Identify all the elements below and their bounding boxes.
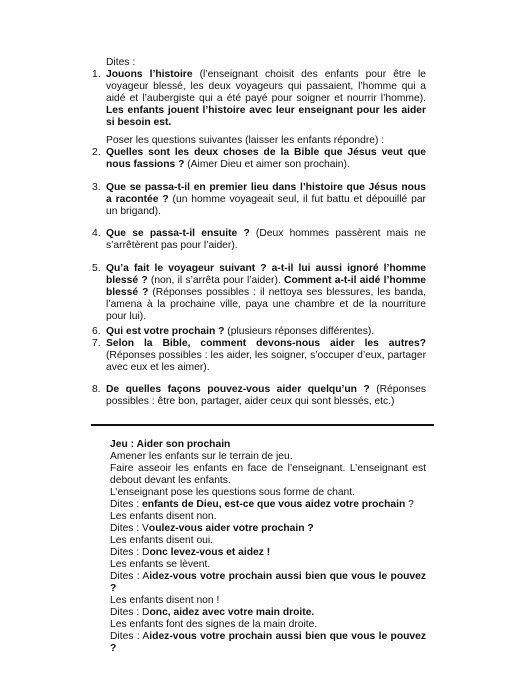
question-number: 6.: [92, 326, 101, 337]
question-body: [106, 326, 426, 338]
question-answer: (un homme voyageait seul, il fut battu et dépouillé par un brigand).: [106, 194, 426, 217]
question-answer: (Réponses possibles : les aider, les soigner, s’occuper d’eux, partager avec eux et les aimer).: [106, 350, 426, 373]
question-answer-2: (Réponses possibles : il nettoya ses blessures, les banda, l’amena à la prochaine ville, paya une chambre et de la nourriture pour lui).: [106, 287, 426, 322]
question-3: [92, 182, 426, 218]
jeu-dialogue: [110, 607, 426, 619]
question-body: [106, 147, 426, 171]
dialogue-bold: idez-vous votre prochain aussi bien que vous le pouvez ?: [110, 571, 426, 594]
question-body: [106, 384, 426, 408]
question-number: 4.: [92, 228, 101, 239]
item-text: (l’enseignant choisit des enfants pour être le voyageur blessé, les deux voyageurs qui passaient, l’homme qui a aidé et l’aubergiste qui a été payé pour soigner et nourrir l’homme).: [106, 69, 426, 104]
jeu-dialogue: [110, 547, 426, 559]
question-answer: (Aimer Dieu et aimer son prochain).: [184, 159, 350, 170]
question-6: [92, 326, 426, 338]
dialogue-prefix: Dites : A: [110, 631, 150, 642]
question-bold: Qu’a fait le voyageur suivant ? a-t-il lui aussi ignoré l’homme blessé ?: [106, 263, 426, 286]
dialogue-prefix: Dites : V: [110, 523, 149, 534]
question-body: [106, 228, 426, 252]
jeu-line: Amener les enfants sur le terrain de jeu.: [110, 451, 293, 462]
question-body: [106, 182, 426, 218]
dialogue-bold: enfants de Dieu, est-ce que vous aidez votre prochain: [142, 499, 406, 510]
poser-instruction: Poser les questions suivantes (laisser les enfants répondre) :: [106, 135, 385, 146]
dialogue-prefix: Dites :: [110, 499, 143, 510]
question-answer: (Deux hommes passèrent mais ne s’arrêtèrent pas pour l’aider).: [106, 228, 427, 251]
question-bold-2: Comment a-t-il aidé l’homme blessé ?: [106, 275, 426, 298]
jeu-dialogue: [110, 631, 426, 655]
dialogue-bold: idez-vous votre prochain aussi bien que vous le pouvez ?: [110, 631, 426, 654]
question-answer: (plusieurs réponses différentes).: [224, 326, 375, 337]
jeu-line: Les enfants font des signes de la main droite.: [110, 619, 318, 630]
jeu-line: L’enseignant pose les questions sous forme de chant.: [110, 487, 355, 498]
question-4: [92, 228, 426, 252]
question-bold: Selon la Bible, comment devons-nous aider les autres?: [106, 338, 426, 349]
question-number: 8.: [92, 384, 101, 395]
jeu-dialogue: [110, 523, 426, 535]
dialogue-prefix: Dites : A: [110, 571, 150, 582]
question-2: [92, 147, 426, 171]
question-answer: (Réponses possibles : être bon, partager, aider ceux qui sont blessés, etc.): [106, 384, 426, 407]
question-bold: De quelles façons pouvez-vous aider quelqu’un ?: [106, 384, 370, 395]
question-number: 3.: [92, 182, 101, 193]
jeu-line: Faire asseoir les enfants en face de l’enseignant. L’enseignant est debout devant les enfants.: [110, 463, 426, 486]
section-divider: [91, 424, 434, 426]
question-bold: Quelles sont les deux choses de la Bible que Jésus veut que nous fassions ?: [106, 147, 426, 170]
item-1: [92, 69, 426, 129]
item-body: [106, 69, 426, 129]
question-number: 5.: [92, 263, 101, 274]
jeu-dialogue: [110, 571, 426, 595]
question-number: 7.: [92, 338, 101, 349]
question-5: [92, 263, 426, 323]
dialogue-bold: oulez-vous aider votre prochain ?: [148, 523, 314, 534]
item-bold: Jouons l’histoire: [106, 69, 193, 80]
question-bold: Qui est votre prochain ?: [106, 326, 225, 337]
question-answer: (non, il s’arrêta pour l’aider).: [147, 275, 285, 286]
question-body: [106, 263, 426, 323]
dialogue-bold: onc, aidez avec votre main droite.: [149, 607, 315, 618]
jeu-line: Les enfants disent oui.: [110, 535, 214, 546]
question-body: [106, 338, 426, 374]
jeu-line: Les enfants disent non !: [110, 595, 220, 606]
item-number: 1.: [92, 69, 101, 80]
dialogue-suffix: ?: [405, 499, 414, 510]
jeu-title: Jeu : Aider son prochain: [110, 439, 231, 450]
question-8: [92, 384, 426, 408]
question-7: [92, 338, 426, 374]
jeu-section: [110, 439, 426, 655]
dialogue-prefix: Dites : D: [110, 607, 150, 618]
question-bold: Que se passa-t-il ensuite ?: [106, 228, 250, 239]
dialogue-prefix: Dites : D: [110, 547, 150, 558]
intro-dites: Dites :: [106, 57, 136, 68]
dialogue-bold: onc levez-vous et aidez !: [149, 547, 271, 558]
item-bold-2: Les enfants jouent l’histoire avec leur enseignant pour les aider si besoin est.: [106, 105, 426, 128]
question-bold: Que se passa-t-il en premier lieu dans l’histoire que Jésus nous a racontée ?: [106, 182, 426, 205]
jeu-line: Les enfants se lèvent.: [110, 559, 211, 570]
jeu-line: Les enfants disent non.: [110, 511, 217, 522]
question-number: 2.: [92, 147, 101, 158]
jeu-dialogue: [110, 499, 426, 511]
